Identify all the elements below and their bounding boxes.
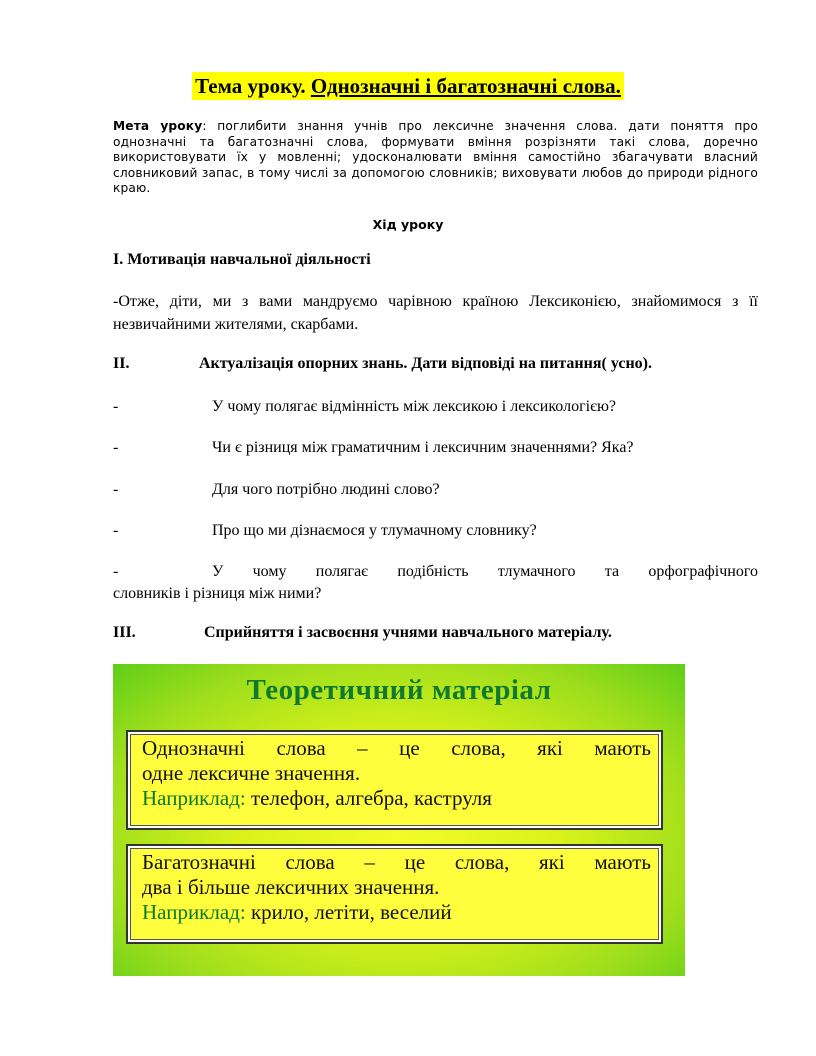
- section1-text: -Отже, діти, ми з вами мандруємо чарівною країною Лексиконією, знайомимося з її незвичайними жителями, скарбами.: [113, 293, 758, 333]
- question-text: Чи є різниця між граматичним і лексичним значеннями? Яка?: [212, 439, 634, 456]
- slide-title: Теоретичний матеріал: [246, 674, 552, 706]
- goal-label: Мета уроку: [113, 119, 203, 133]
- question-text: Для чого потрібно людині слово?: [212, 481, 440, 498]
- section3-number: III.: [113, 624, 136, 641]
- box1-example-label: Наприклад:: [142, 786, 246, 810]
- title-highlight: [192, 72, 624, 100]
- question-dash: -: [113, 481, 119, 498]
- box1-line2: одне лексичне значення.: [142, 761, 361, 785]
- title-separator: .: [300, 74, 311, 98]
- lesson-title: [0, 74, 816, 99]
- box2-example: крило, летіти, веселий: [245, 900, 452, 924]
- definition-box-multi: [126, 844, 663, 944]
- definition-box-single: [126, 730, 663, 830]
- box2-line2: два і більше лексичних значення.: [142, 875, 440, 899]
- title-topic: Однозначні і багатозначні слова.: [310, 74, 621, 98]
- lesson-goal: [113, 119, 758, 197]
- section2-number: II.: [113, 355, 130, 372]
- goal-text: : поглибити знання учнів про лексичне значення слова. дати поняття про однозначні та багатозначні слова, формувати вміння розрізняти такі слова, доречно використовувати їх у мовленні; удосконалювати вміння самостійно збагачувати власний словниковий запас, в тому числі за допомогою словників; виховувати любов до природи рідного краю.: [113, 119, 758, 196]
- question-dash: -: [113, 439, 119, 456]
- box1-line1: Однозначні слова – це слова, які мають: [142, 736, 651, 760]
- section1-heading: I. Мотивація навчальної діяльності: [113, 251, 371, 268]
- box2-line1: Багатозначні слова – це слова, які мають: [142, 850, 651, 874]
- section3-title: Сприйняття і засвоєння учнями навчального матеріалу.: [204, 624, 612, 641]
- question-dash: -: [113, 398, 119, 415]
- question-dash: -: [113, 563, 119, 580]
- question-text-line1: У чому полягає подібність тлумачного та орфографічного: [212, 563, 758, 580]
- question-text-line2: словників і різниця між ними?: [113, 585, 322, 602]
- question-text: У чому полягає відмінність між лексикою і лексикологією?: [212, 398, 616, 415]
- section2-heading: [113, 355, 652, 373]
- question-item: [113, 560, 758, 606]
- section3-heading: [113, 624, 612, 642]
- course-heading: Хід уроку: [372, 217, 444, 232]
- theory-slide: [113, 664, 685, 976]
- question-dash: -: [113, 522, 119, 539]
- question-text: Про що ми дізнаємося у тлумачному словнику?: [212, 522, 537, 539]
- title-prefix: Тема уроку: [195, 74, 301, 98]
- box2-example-label: Наприклад:: [142, 900, 246, 924]
- box1-example: телефон, алгебра, каструля: [245, 786, 492, 810]
- section2-title: Актуалізація опорних знань. Дати відповіді на питання( усно).: [199, 355, 652, 372]
